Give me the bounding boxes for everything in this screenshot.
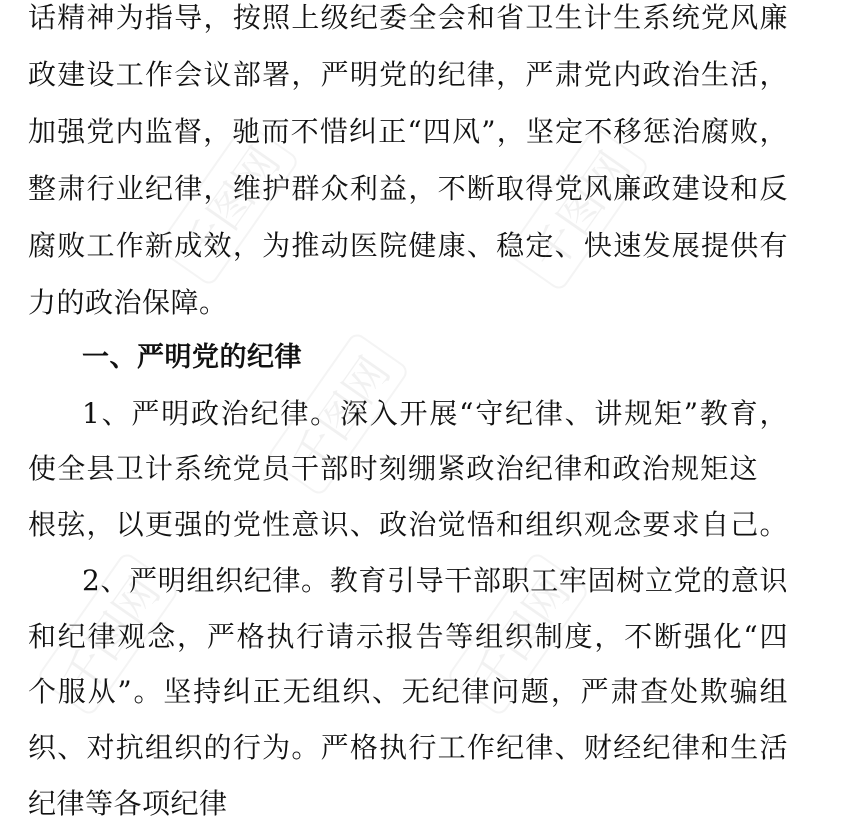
paragraph-line: 使全县卫计系统党员干部时刻绷紧政治纪律和政治规矩这 [28, 452, 758, 485]
section-heading: 一、严明党的纪律 [82, 342, 302, 373]
paragraph-line: 根弦，以更强的党性意识、政治觉悟和组织观念要求自己。 [28, 508, 788, 541]
paragraph-line: 整肃行业纪律，维护群众利益，不断取得党风廉政建设和反 [28, 172, 788, 205]
paragraph-line: 织、对抗组织的行为。严格执行工作纪律、财经纪律和生活 [28, 731, 788, 764]
paragraph-line: 和纪律观念，严格执行请示报告等组织制度，不断强化“四 [28, 620, 788, 653]
watermark: 千图网 [155, 121, 300, 288]
paragraph-line: 腐败工作新成效，为推动医院健康、稳定、快速发展提供有 [28, 229, 788, 262]
watermark: 千图网 [445, 551, 590, 718]
paragraph-line: 2、严明组织纪律。教育引导干部职工牢固树立党的意识 [82, 564, 788, 597]
paragraph-line: 政建设工作会议部署，严明党的纪律，严肃党内政治生活， [28, 58, 788, 91]
paragraph-line: 个服从”。坚持纠正无组织、无纪律问题，严肃查处欺骗组 [28, 675, 788, 708]
watermark: 千图网 [505, 126, 650, 293]
paragraph-line: 话精神为指导，按照上级纪委全会和省卫生计生系统党风廉 [28, 1, 788, 34]
paragraph-line: 加强党内监督，驰而不惜纠正“四风”，坚定不移惩治腐败， [28, 115, 788, 148]
paragraph-line: 力的政治保障。 [28, 286, 228, 319]
watermark: 千图网 [35, 551, 180, 718]
paragraph-line: 1、严明政治纪律。深入开展“守纪律、讲规矩”教育， [82, 397, 788, 430]
paragraph-line: 纪律等各项纪律 [28, 787, 228, 820]
watermark: 千图网 [265, 331, 410, 498]
